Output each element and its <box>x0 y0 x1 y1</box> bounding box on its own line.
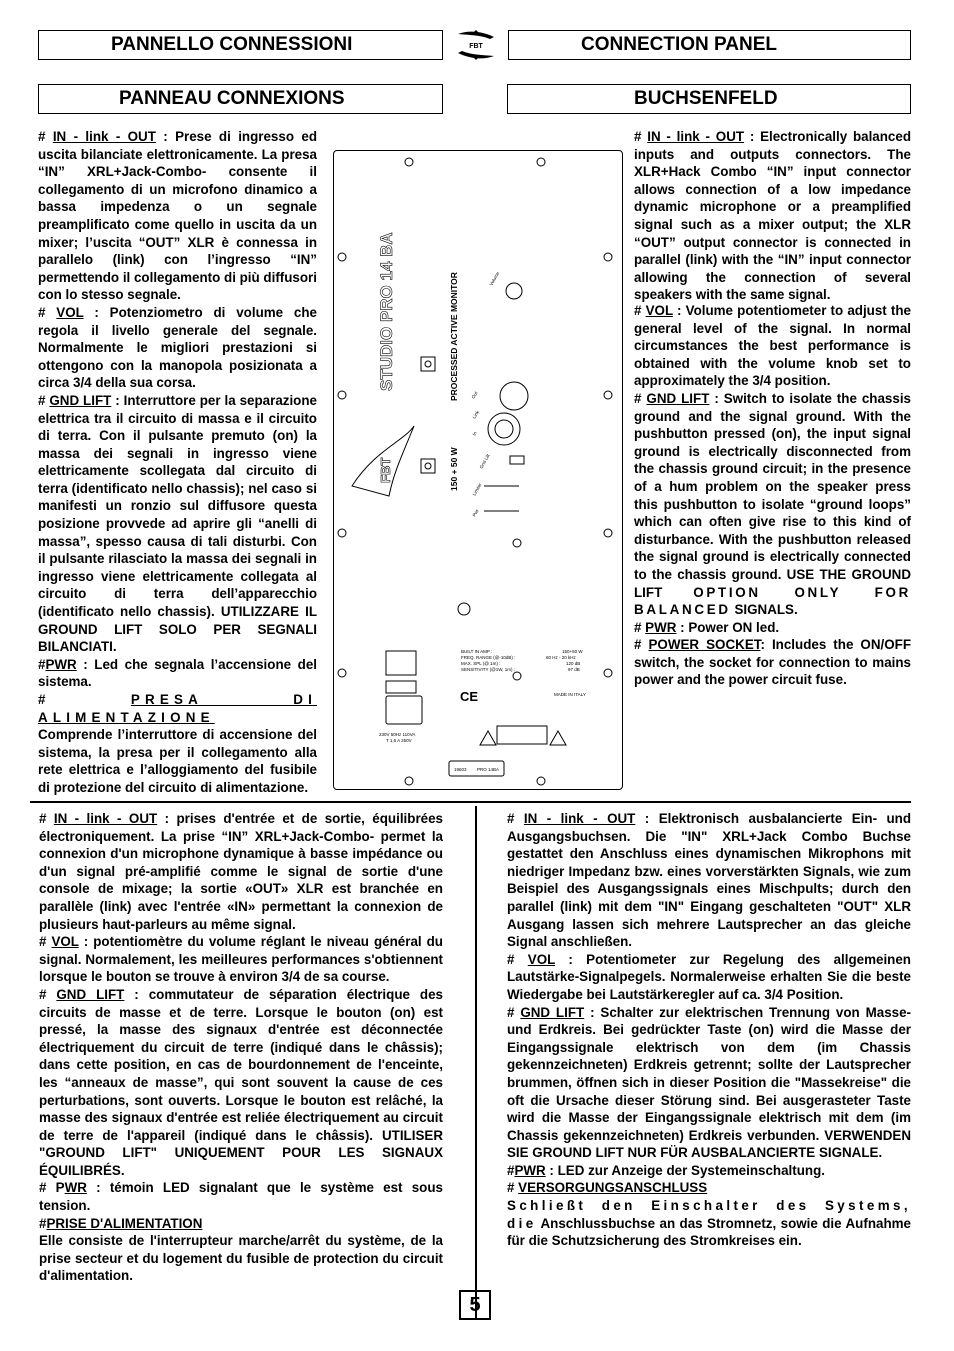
header-fr: PANNEAU CONNEXIONS <box>38 84 443 114</box>
column-de: # IN - link - OUT : Elektronisch ausbalancierte Ein- und Ausgangsbuchsen. Die "IN" XRL+Jack Combo Buchse gestattet den Anschluss eines dynamischen Mikrophons mit niedriger Impedanz bzw. eines vorverstärkten Signals, wie zum Beispiel des Ausgangssignals eines Mischpults; durch den parallel (link) mit dem "IN" Eingang geschalteten "OUT" XLR Ausgang lassen sich mehrere Lautsprecher an das gleiche Signal anschließen. # VOL : Potentiometer zur Regelung des allgemeinen Lautstärke-Signalpegels. Normalerweise erhalten Sie die beste Wiedergabe bei Lautstärkeregler auf ca. 3/4 Position. # GND LIFT : Schalter zur elektrischen Trennung von Masse- und Erdkreis. Bei gedrückter Taste (on) wird die Masse der Eingangssignale elektrisch von dem (im Chassis gekennzeichneten) Erdkreis getrennt; sollte der Lautsprecher brummen, öffnen sich in dieser Position die "Massekreise" die oft die Ursache dieser Störung sind. Bei ausgerasteter Taste wird die Masse der Eingangssignale elektrisch mit dem (im Chassis gekennzeichneten) Erdkreis verbunden. VERWENDEN SIE GROUND LIFT NUR FÜR AUSBALANCIERTE SIGNALE. #PWR : LED zur Anzeige der Systemeinschaltung. # VERSORGUNGSANSCHLUSS Schließt den Einschalter des Systems, die Anschlussbuchse an das Stromnetz, sowie die Aufnahme für die Schutzsicherung des Stromkreises ein. <box>507 811 912 1249</box>
panel-power: 150 + 50 W <box>449 447 459 491</box>
label-pwr: Pwr <box>471 508 480 518</box>
spec-2-value: 120 dB <box>566 661 581 666</box>
spec-0-label: BUILT IN AMP : <box>461 649 493 654</box>
spec-1-value: 60 Hz - 20 kHz <box>546 655 576 660</box>
serial-right: PRO 14BA <box>477 767 500 772</box>
header-it: PANNELLO CONNESSIONI <box>38 30 443 60</box>
mains-rating: 230V 50Hz 110VA <box>379 732 416 737</box>
spec-3-value: 97 dB <box>568 667 580 672</box>
panel-model: STUDIO PRO 14 BA <box>377 232 396 391</box>
spec-0-value: 150+50 W <box>562 649 583 654</box>
column-fr: # IN - link - OUT : prises d'entrée et de sortie, équilibrées électroniquement. La prise “IN” XRL+Jack-Combo- permet la connexion d'un microphone dynamique à basse impédance ou d'un signal pré-amplifié comme le signal de sortie d'une console de mixage; la sortie «OUT» XLR est branchée en parallèle (link) avec l'entrée «IN» permettant la connexion de plusieurs haut-parleurs au même signal. # VOL : potentiomètre du volume réglant le niveau général du signal. Normalement, les meilleures performances s'obtiennent lorsque le bouton se trouve à environ 3/4 de sa course. # GND LIFT : commutateur de séparation électrique des circuits de masse et de terre. Lorsque le bouton (on) est pressé, la masse des signaux d'entrée est déconnectée électriquement du circuit de terre (indiqué dans le châssis); dans cette position, en cas de bourdonnement de l'enceinte, les “anneaux de masse”, qui sont souvent la cause de ces perturbations, sont ouverts. Lorsque le bouton est relâché, la masse des signaux d'entrée est reliée électriquement au circuit de terre de l'appareil (indiqué dans le châssis). UTILISER "GROUND LIFT" UNIQUEMENT POUR LES SIGNAUX ÉQUILIBRÉS. # PWR : témoin LED signalant que le système est sous tension. #PRISE D'ALIMENTATION Elle consiste de l'interrupteur marche/arrêt du système, de la prise secteur et du logement du fusible de protection du circuit d'alimentation. <box>39 811 443 1284</box>
label-limiter: Limiter <box>471 482 483 497</box>
connection-panel-drawing <box>333 150 623 790</box>
made-in: MADE IN ITALY <box>554 692 586 697</box>
spec-3-label: SENSITIVITY (@1W, 1m) : <box>461 667 515 672</box>
header-en: CONNECTION PANEL <box>508 30 911 60</box>
panel-brand: FBT <box>378 457 393 483</box>
column-it: # IN - link - OUT : Prese di ingresso ed uscita bilanciate elettronicamente. La presa “IN” XRL+Jack-Combo- consente il collegamento di un microfono dinamico a bassa impedenza o un segnale preamplificato come quello in uscita da un mixer; l’uscita “OUT” XLR è connessa in parallelo (link) con l’ingresso “IN” permettendo il collegamento di più diffusori con lo stesso segnale. # VOL : Potenziometro di volume che regola il livello generale del segnale. Normalmente le migliori prestazioni si ottengono con la manopola posizionata a circa 3/4 della sua corsa. # GND LIFT : Interruttore per la separazione elettrica tra il circuito di massa e il circuito di terra. Con il pulsante premuto (on) la massa dei segnali in ingresso viene elettricamente scollegata dal circuito di terra (identificato nello chassis); nel caso si manifesti un ronzio sul diffusore questa posizione provvede ad aprire gli “anelli di massa”, spesso causa di tali disturbi. Con il pulsante rilasciato la massa dei segnali in ingresso viene elettricamente collegata al circuito di terra dell’apparecchio (identificato nello chassis). UTILIZZARE IL GROUND LIFT SOLO PER SEGNALI BILANCIATI. #PWR : Led che segnala l’accensione del sistema. # PRESA DI ALIMENTAZIONE Comprende l’interruttore di accensione del sistema, la presa per il collegamento alla rete elettrica e l’alloggiamento del fusibile di protezione del circuito di alimentazione. <box>38 129 317 795</box>
label-out: Out <box>470 390 479 400</box>
fuse-rating: T 1,6 A 250V <box>386 738 412 743</box>
svg-text:CE: CE <box>460 689 479 704</box>
spec-1-label: FREQ. RANGE (@-10dB) : <box>461 655 516 660</box>
spec-2-label: MAX. SPL (@ 1m) : <box>461 661 501 666</box>
label-volume: Volume <box>488 270 501 287</box>
fbt-logo <box>454 28 498 62</box>
column-en-rest: # VOL : Volume potentiometer to adjust the general level of the signal. In normal circumstances the best performance is obtained with the volume knob set to approximately the 3/4 position. # GND LIFT : Switch to isolate the chassis ground and the signal ground. With the pushbutton pressed (on), the input signal ground is electrically disconnected from the chassis ground circuit; in the presence of a hum problem on the speaker press this pushbutton to isolate “ground loops” which can often give rise to this kind of disturbance. With the pushbutton released the signal ground is electrically connected to the chassis ground. USE THE GROUND LIFT OPTION ONLY FOR BALANCED SIGNALS. # PWR : Power ON led. # POWER SOCKET: Includes the ON/OFF switch, the socket for connection to mains power and the power circuit fuse. <box>634 303 912 688</box>
horizontal-divider <box>30 801 911 803</box>
label-link: Link <box>471 409 480 420</box>
serial-left: 19603 <box>454 767 467 772</box>
label-gnd-lift: Gnd Lift <box>478 453 491 470</box>
column-en: # IN - link - OUT : Electronically balanced inputs and outputs connectors. The XLR+Hack Combo “IN” input connector allows connection of a low impedance dynamic microphone or a preamplified signal such as a mixer output; the XLR “OUT” output connector is connected in parallel (link) with the “IN” input connector allowing the connection of several speakers with the same signal. <box>634 129 911 303</box>
logo-text: FBT <box>469 43 483 50</box>
label-in: In <box>471 430 478 437</box>
page-number: 5 <box>459 1290 491 1320</box>
header-de: BUCHSENFELD <box>507 84 911 114</box>
panel-subtitle: PROCESSED ACTIVE MONITOR <box>449 272 459 401</box>
vertical-divider <box>475 806 477 1320</box>
